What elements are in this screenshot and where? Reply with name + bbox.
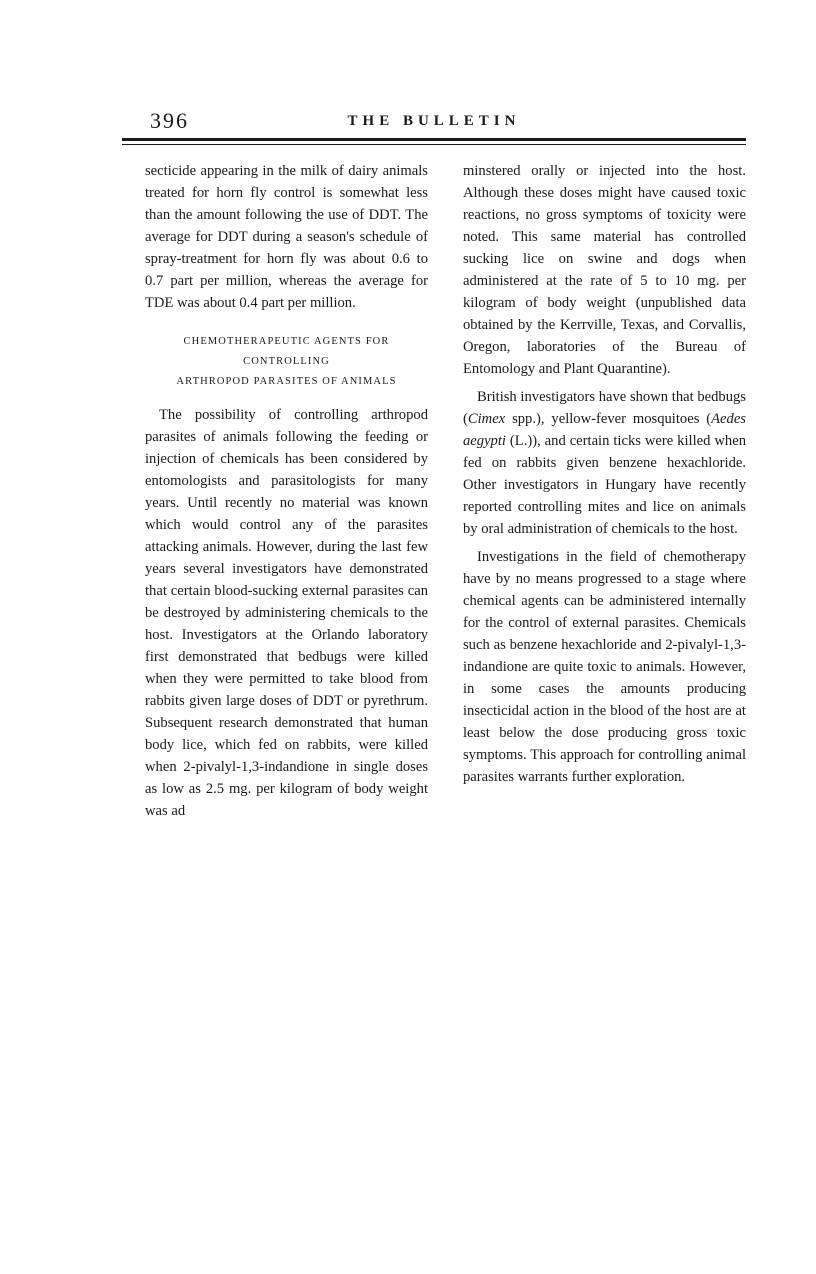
text-span: spp.), yellow-fever mosquitoes ( [505, 411, 712, 427]
page-number: 396 [150, 108, 189, 133]
text-span: British investigators have shown that bedbugs ( [463, 389, 746, 427]
paragraph-continuation: secticide appearing in the milk of dairy animals treated for horn fly control is somewhat less than the amount following the use of DDT. The average for DDT during a season's schedule of spray-treatment for horn fly was about 0.6 to 0.7 part per million, whereas the average for TDE was about 0.4 part per million. [145, 163, 428, 311]
section-heading-line2: ARTHROPOD PARASITES OF ANIMALS [176, 376, 397, 387]
paragraph-continuation-right: minstered orally or injected into the host. Although these doses might have caused toxic reactions, no gross symptoms of toxicity were noted. This same material has controlled sucking lice on swine and dogs when administered at the rate of 5 to 10 mg. per kilogram of body weight (unpublished data obtained by the Kerrville, Texas, and Corvallis, Oregon, laboratories of the Bureau of Entomology and Plant Quarantine). [463, 163, 746, 377]
text-span: (L.)), and certain ticks were killed when fed on rabbits given benzene hexachloride. Other investigators in Hungary have recently reported controlling mites and lice on animals by oral administration of chemicals to the host. [463, 433, 746, 537]
right-column [463, 160, 746, 788]
left-column [145, 160, 428, 822]
paragraph-chemotherapy-intro: The possibility of controlling arthropod parasites of animals following the feeding or injection of chemicals has been considered by entomologists and parasitologists for many years. Until recently no material was known which would control any of the parasites attacking animals. However, during the last few years several investigators have demonstrated that certain blood-sucking external parasites can be destroyed by administering chemicals to the host. Investigators at the Orlando laboratory first demonstrated that bedbugs were killed when they were permitted to take blood from rabbits given large doses of DDT or pyrethrum. Subsequent research demonstrated that human body lice, which fed on rabbits, were killed when 2-pivalyl-1,3-indandione in single doses as low as 2.5 mg. per kilogram of body weight was ad [145, 407, 428, 819]
section-heading-line1: CHEMOTHERAPEUTIC AGENTS FOR CONTROLLING [183, 336, 390, 367]
header-rule-thick [122, 138, 746, 141]
running-title: THE BULLETIN [347, 113, 521, 129]
page-header [122, 108, 746, 138]
species-name: Aedes aegypti [463, 411, 746, 449]
paragraph-british-investigators [463, 386, 746, 540]
header-rule-thin [122, 144, 746, 145]
species-name: Cimex [467, 411, 506, 427]
section-heading [145, 332, 428, 392]
paragraph-investigations: Investigations in the field of chemotherapy have by no means progressed to a stage where chemical agents can be administered internally for the control of external parasites. Chemicals such as benzene hexachloride and 2-pivalyl-1,3-indandione are quite toxic to animals. However, in some cases the amounts producing insecticidal action in the blood of the host are at least below the dose producing gross toxic symptoms. This approach for controlling animal parasites warrants further exploration. [463, 549, 746, 785]
